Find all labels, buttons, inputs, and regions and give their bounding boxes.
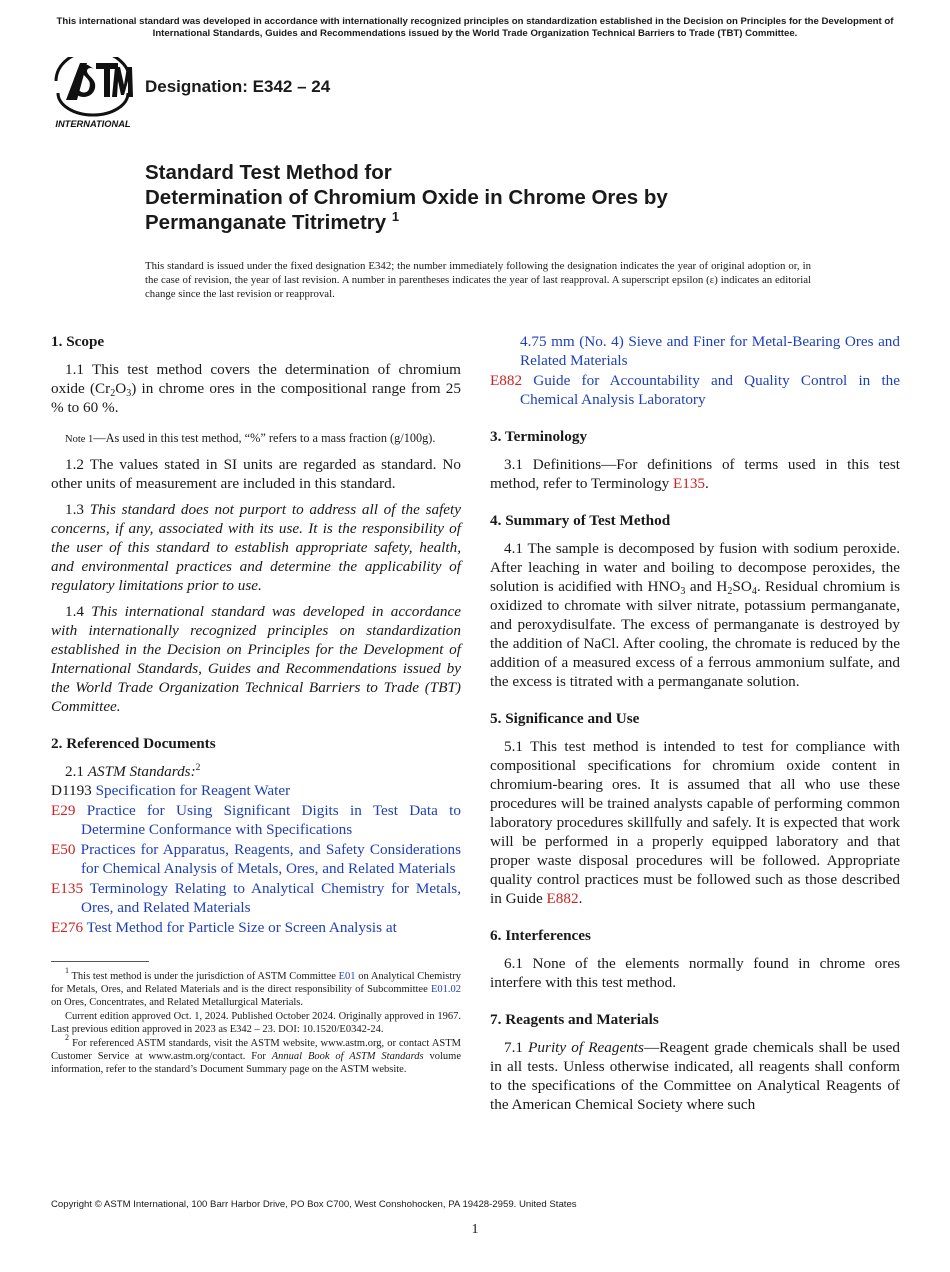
para-1-2: 1.2 The values stated in SI units are regarded as standard. No other units of measurement are included in this standard. bbox=[51, 456, 461, 492]
footnote-2-mark[interactable]: 2 bbox=[195, 763, 201, 773]
reference-code: E135 bbox=[51, 880, 84, 897]
section-6-heading: 6. Interferences bbox=[490, 927, 591, 944]
reference-list bbox=[51, 781, 461, 937]
section-5-heading: 5. Significance and Use bbox=[490, 710, 640, 727]
document-title bbox=[145, 160, 865, 235]
reference-code: E882 bbox=[490, 372, 523, 389]
section-1-heading: 1. Scope bbox=[51, 333, 105, 350]
development-notice: This international standard was developed in accordance with internationally recognized principles on standardization established in the Decision on Principles for the Development of International Standards, Guides and Recommendations issued by the World Trade Organization Technical Barriers to Trade (TBT) Committee. bbox=[56, 16, 894, 39]
title-line-3-text: Permanganate Titrimetry bbox=[145, 211, 387, 234]
reference-item[interactable] bbox=[51, 879, 461, 917]
right-column bbox=[490, 332, 900, 1121]
copyright: Copyright © ASTM International, 100 Barr Harbor Drive, PO Box C700, West Conshohocken, PA 19428-2959. United States bbox=[51, 1199, 577, 1210]
reference-item[interactable] bbox=[51, 801, 461, 839]
para-2-1: 2.1 ASTM Standards:$^2$ bbox=[65, 763, 201, 780]
section-7-heading: 7. Reagents and Materials bbox=[490, 1011, 659, 1028]
title-footnote-mark[interactable]: 1 bbox=[391, 209, 400, 224]
issuance-note: This standard is issued under the fixed designation E342; the number immediately following the designation indicates the year of original adoption or, in the case of revision, the year of last revision. A number in parentheses indicates the year of last reapproval. A superscript epsilon (ε) indicates an editorial change since the last revision or reapproval. bbox=[145, 260, 811, 300]
link-e01-02[interactable]: E01.02 bbox=[430, 984, 461, 995]
page-number: 1 bbox=[471, 1222, 479, 1237]
astm-logo bbox=[52, 57, 134, 131]
title-line-3 bbox=[145, 210, 865, 235]
reference-title: Specification for Reagent Water bbox=[95, 782, 291, 799]
reference-code: E276 bbox=[51, 919, 84, 936]
reference-item[interactable] bbox=[51, 781, 461, 800]
reference-item[interactable] bbox=[51, 840, 461, 878]
section-4-heading: 4. Summary of Test Method bbox=[490, 512, 671, 529]
reference-title: Test Method for Particle Size or Screen Analysis at bbox=[86, 919, 397, 936]
link-e01[interactable]: E01 bbox=[338, 971, 356, 982]
para-5-1: 5.1 This test method is intended to test for compliance with compositional specifications for chromium oxide content in chromium-bearing ores. It is assumed that all who use these procedures will be trained analysts capable of performing common laboratory procedures skillfully and safely. It is expected that work will be performed in a properly equipped laboratory and that proper waste disposal procedures will be followed. Appropriate quality control practices must be followed such as those described in Guide E882. bbox=[490, 738, 900, 907]
reference-e882[interactable] bbox=[490, 371, 900, 409]
title-line-1: Standard Test Method for bbox=[145, 161, 392, 184]
designation: Designation: E342 – 24 bbox=[145, 77, 331, 96]
para-7-1: 7.1 Purity of Reagents—Reagent grade chemicals shall be used in all tests. Unless otherwise indicated, all reagents shall conform to the specifications of the Committee on Analytical Reagents of the American Chemical Society where such bbox=[490, 1039, 901, 1113]
section-3-heading: 3. Terminology bbox=[490, 428, 588, 445]
para-1-1: 1.1 This test method covers the determination of chromium oxide $(Cr_2O_3)$ in chrome ores in the compositional range from 25 % to 60 %. bbox=[51, 361, 461, 416]
para-4-1: 4.1 The sample is decomposed by fusion with sodium peroxide. After leaching in water and boiling to decompose peroxides, the solution is acidified with $HNO_3$ and $H_2SO_4$. Residual chromium is oxidized to chromate with silver nitrate, potassium permanganate, and peroxydisulfate. The excess of permanganate is destroyed by the addition of NaCl. After cooling, the chromate is reduced by the addition of a measured excess of a ferrous ammonium sulfate, and the excess is titrated with a permanganate solution. bbox=[490, 540, 900, 690]
reference-code: D1193 bbox=[51, 782, 92, 799]
footnote-1: $^1$ This test method is under the jurisdiction of ASTM Committee E01 on Analytical Chemistry for Metals, Ores, and Related Materials and is the direct responsibility of Subcommittee E01.02 on Ores, Concentrates, and Related Metallurgical Materials. bbox=[51, 966, 461, 1008]
note-1-label: Note 1 bbox=[65, 434, 94, 445]
para-3-1: 3.1 Definitions—For definitions of terms used in this test method, refer to Terminology E135. bbox=[490, 456, 900, 492]
reference-e276-continued[interactable]: 4.75 mm (No. 4) Sieve and Finer for Metal-Bearing Ores and Related Materials bbox=[520, 333, 900, 369]
reference-code: E50 bbox=[51, 841, 76, 858]
reference-title: Practices for Apparatus, Reagents, and Safety Considerations for Chemical Analysis of Metals, Ores, and Related Materials bbox=[80, 841, 461, 877]
footnotes bbox=[51, 961, 461, 1077]
link-e882[interactable]: E882 bbox=[546, 890, 579, 907]
left-column bbox=[51, 332, 461, 938]
reference-code: E29 bbox=[51, 802, 76, 819]
link-e135[interactable]: E135 bbox=[672, 475, 706, 492]
para-1-4: 1.4 This international standard was developed in accordance with internationally recognized principles on standardization established in the Decision on Principles for the Development of International Standards, Guides and Recommendations issued by the World Trade Organization Technical Barriers to Trade (TBT) Committee. bbox=[51, 603, 462, 715]
para-1-3: 1.3 This standard does not purport to address all of the safety concerns, if any, associated with its use. It is the responsibility of the user of this standard to establish appropriate safety, health, and environmental practices and determine the applicability of regulatory limitations prior to use. bbox=[51, 501, 461, 594]
reference-title: Practice for Using Significant Digits in Test Data to Determine Conformance with Specifications bbox=[81, 802, 461, 838]
reference-title: Guide for Accountability and Quality Control in the Chemical Analysis Laboratory bbox=[520, 372, 900, 408]
para-6-1: 6.1 None of the elements normally found in chrome ores interfere with this test method. bbox=[490, 955, 900, 991]
note-1: Note 1—As used in this test method, “%” refers to a mass fraction (g/100g). bbox=[65, 431, 436, 445]
section-2-heading: 2. Referenced Documents bbox=[51, 735, 216, 752]
footnote-1-edition: Current edition approved Oct. 1, 2024. Published October 2024. Originally approved in 1967. Last previous edition approved in 2023 as E342 – 23. DOI: 10.1520/E0342-24. bbox=[51, 1011, 461, 1035]
footnote-rule bbox=[51, 961, 149, 962]
logo-wordmark: INTERNATIONAL bbox=[55, 119, 131, 129]
footnote-2: $^2$ For referenced ASTM standards, visit the ASTM website, www.astm.org, or contact ASTM Customer Service at www.astm.org/contact. For Annual Book of ASTM Standards volume information, refer to the standard’s Document Summary page on the ASTM website. bbox=[51, 1033, 462, 1075]
reference-item[interactable] bbox=[51, 918, 461, 937]
reference-title: Terminology Relating to Analytical Chemistry for Metals, Ores, and Related Materials bbox=[81, 880, 461, 916]
title-line-2: Determination of Chromium Oxide in Chrome Ores by bbox=[145, 186, 668, 209]
